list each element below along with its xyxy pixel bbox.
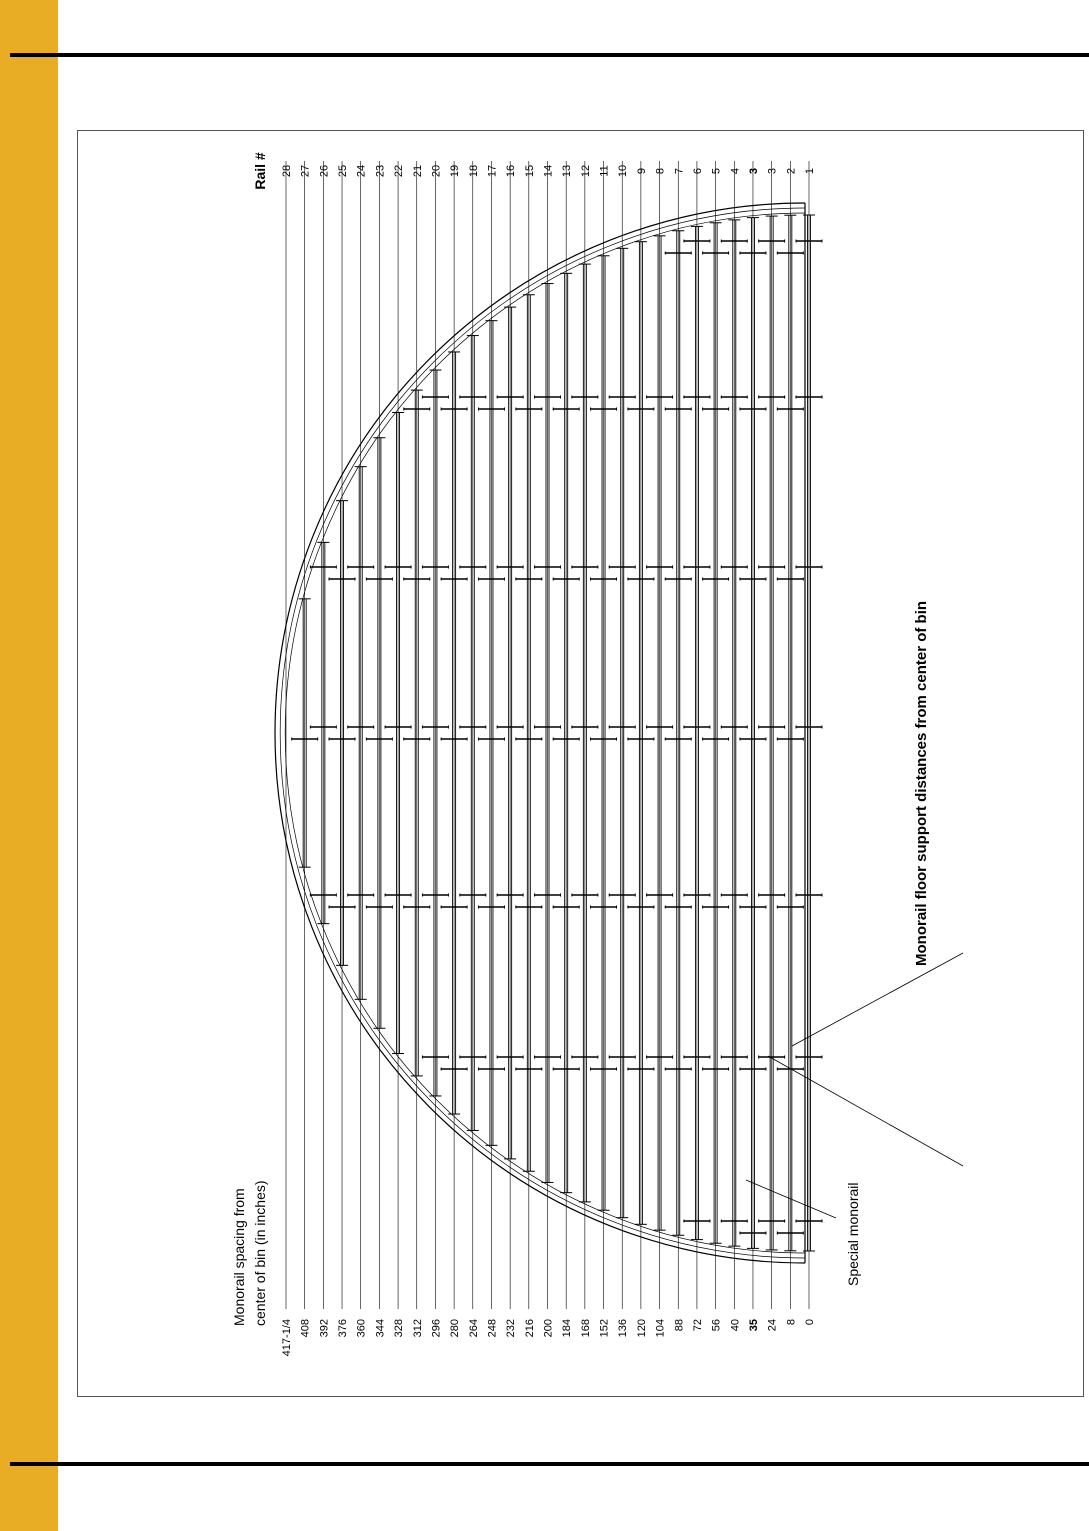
rail-spacing-label: 216 [523, 1319, 536, 1338]
rail-number-label: 3 [747, 167, 760, 175]
rail-number-label: 17 [486, 164, 499, 178]
bin-wall-arc [275, 203, 805, 1263]
rail-spacing-label: 72 [691, 1319, 704, 1332]
support-pointer-line [792, 953, 963, 1046]
rail-spacing-label: 136 [617, 1319, 630, 1338]
rail-number-label: 27 [299, 164, 312, 178]
rail-spacing-label: 8 [785, 1319, 798, 1326]
rail-spacing-label: 344 [374, 1319, 387, 1338]
rail-number-label: 22 [393, 164, 406, 178]
rail-number-label: 6 [691, 167, 704, 175]
top-rule [10, 53, 1089, 57]
rail-number-label: 3 [766, 167, 779, 175]
rail-number-label: 26 [318, 164, 331, 178]
rail-spacing-label: 408 [299, 1319, 312, 1338]
rail-spacing-label: 120 [635, 1319, 648, 1338]
rail-number-label: 13 [561, 164, 574, 178]
bin-wall-arc [285, 213, 805, 1253]
rail-number-label: 14 [542, 164, 555, 178]
support-pointer-line [768, 1056, 963, 1166]
rail-number-label: 9 [635, 167, 648, 175]
rail-spacing-label: 88 [673, 1319, 686, 1332]
rail-spacing-label: 360 [355, 1319, 368, 1338]
rail-spacing-label: 24 [766, 1319, 779, 1332]
rail-spacing-label: 280 [449, 1319, 462, 1338]
leader-lines [286, 161, 963, 1309]
rail-spacing-label: 200 [542, 1319, 555, 1338]
rail-number-label: 20 [430, 164, 443, 178]
rail-number-label: 15 [523, 164, 536, 178]
rail-spacing-label: 248 [486, 1319, 499, 1338]
rail-number-label: 10 [617, 164, 630, 178]
rail-spacing-label: 392 [318, 1319, 331, 1338]
rail-number-label: 12 [579, 164, 592, 178]
rail-spacing-label: 376 [337, 1319, 350, 1338]
rail-number-label: 4 [729, 167, 742, 175]
monorail-layout-diagram [78, 131, 1083, 1396]
bottom-rule [10, 1462, 1089, 1466]
rail-spacing-label: 168 [579, 1319, 592, 1338]
rail-number-label: 16 [505, 164, 518, 178]
special-monorail-label: Special monorail [845, 1182, 861, 1286]
side-accent-bar [0, 0, 58, 1531]
rail-spacing-label: 0 [804, 1319, 816, 1326]
rail-spacing-label: 104 [654, 1319, 667, 1338]
rail-spacing-label: 35 [747, 1319, 760, 1332]
rail-spacing-label: 152 [598, 1319, 611, 1338]
rail-number-label: 28 [281, 164, 293, 178]
rail-number-label: 23 [374, 164, 387, 178]
rail-number-label: 1 [804, 167, 816, 175]
rail-spacing-label: 264 [467, 1319, 480, 1338]
rail-spacing-label: 417-1/4 [281, 1319, 293, 1357]
rail-number-label: 2 [785, 167, 798, 175]
rail-spacing-label: 296 [430, 1319, 443, 1338]
floor-supports [292, 240, 822, 1235]
rail-number-label: 19 [449, 164, 462, 178]
rail-number-label: 5 [710, 167, 723, 175]
rail-spacing-label: 312 [411, 1319, 424, 1338]
diagram-frame [77, 130, 1084, 1397]
rail-header: Rail # [252, 152, 268, 190]
rail-spacing-label: 232 [505, 1319, 518, 1338]
rail-number-label: 21 [411, 164, 424, 178]
rail-spacing-label: 40 [729, 1319, 742, 1332]
rail-number-label: 11 [598, 165, 611, 177]
rail-number-label: 18 [467, 164, 480, 178]
rail-spacing-label: 328 [393, 1319, 406, 1338]
rail-spacing-label: 56 [710, 1319, 723, 1332]
rail-number-label: 24 [355, 164, 368, 178]
bin-outline [275, 203, 805, 1263]
spacing-label-line1: Monorail spacing from [231, 1188, 247, 1326]
special-monorail-pointer [746, 1180, 836, 1218]
monorail-lines [299, 215, 815, 1251]
rail-number-label: 25 [337, 164, 350, 178]
spacing-label-line2: center of bin (in inches) [252, 1180, 268, 1326]
rail-spacing-label: 184 [561, 1319, 574, 1338]
rail-number-label: 8 [654, 167, 667, 175]
support-distances-label: Monorail floor support distances from center of bin [913, 600, 930, 966]
rail-number-label: 7 [673, 167, 686, 175]
